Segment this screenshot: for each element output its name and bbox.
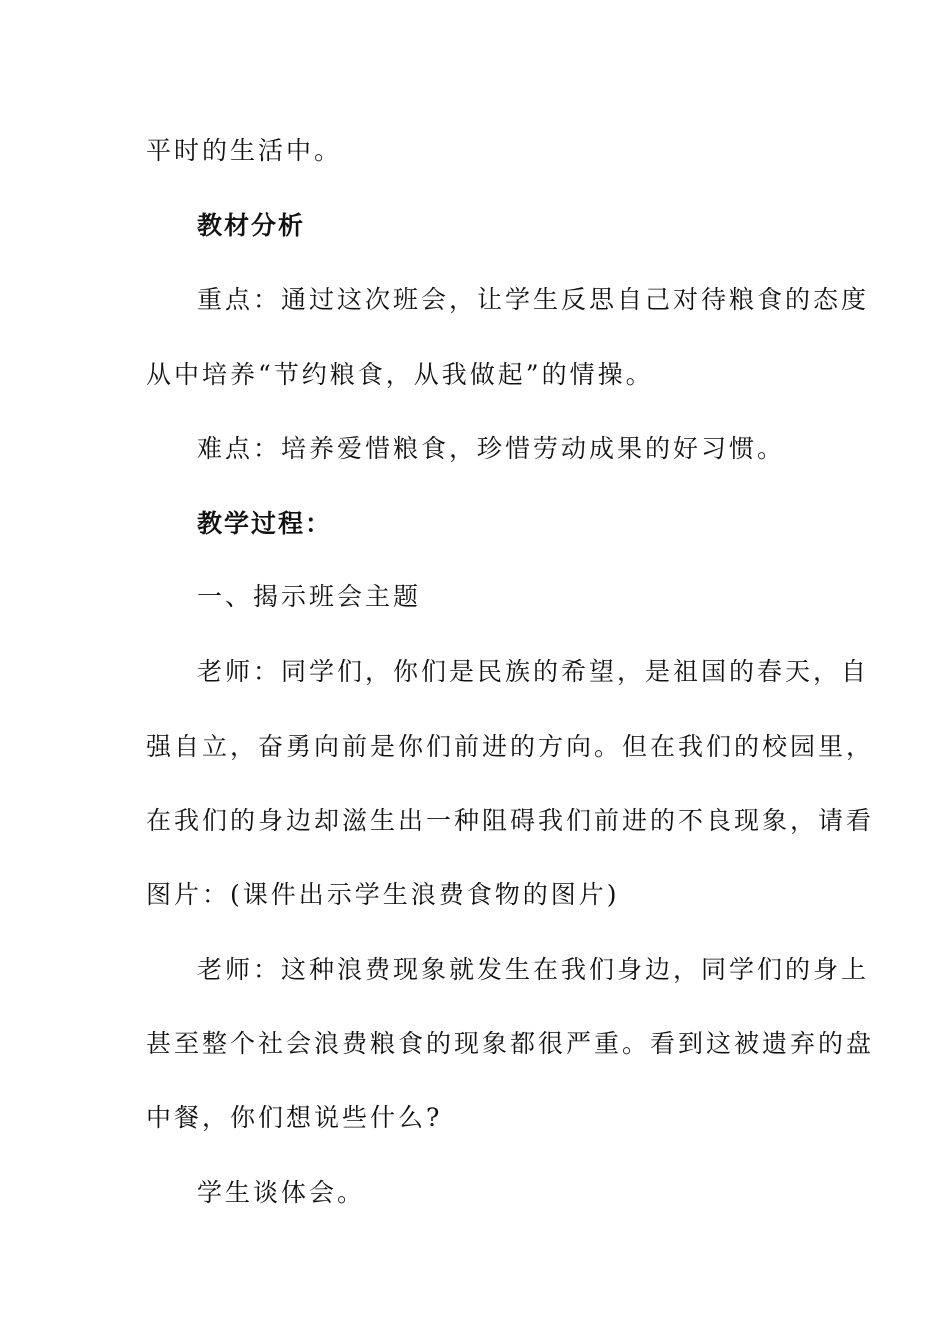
teacher-speech-2-line-2: 甚至整个社会浪费粮食的现象都很严重。看到这被遗弃的盘 <box>146 1029 875 1058</box>
difficult-point-line: 难点：培养爱惜粮食，珍惜劳动成果的好习惯。 <box>197 434 786 463</box>
paragraph-continuation: 平时的生活中。 <box>146 136 343 165</box>
key-point-line-2: 从中培养“节约粮食，从我做起”的情操。 <box>146 360 654 389</box>
key-point-line-1: 重点：通过这次班会，让学生反思自己对待粮食的态度 <box>197 285 870 314</box>
teacher-speech-2-line-3: 中餐，你们想说些什么? <box>146 1103 443 1132</box>
teacher-speech-2-line-1: 老师：这种浪费现象就发生在我们身边，同学们的身上 <box>197 955 870 984</box>
student-response-line: 学生谈体会。 <box>197 1178 366 1207</box>
teacher-speech-1-line-4: 图片：(课件出示学生浪费食物的图片) <box>146 880 620 909</box>
teacher-speech-1-line-3: 在我们的身边却滋生出一种阻碍我们前进的不良现象，请看 <box>146 806 875 835</box>
step-one-heading: 一、揭示班会主题 <box>197 582 422 611</box>
section-heading-teaching-process: 教学过程： <box>197 509 333 538</box>
section-heading-materials-analysis: 教材分析 <box>197 211 306 240</box>
teacher-speech-1-line-2: 强自立，奋勇向前是你们前进的方向。但在我们的校园里， <box>146 732 875 761</box>
teacher-speech-1-line-1: 老师：同学们，你们是民族的希望，是祖国的春天，自 <box>197 657 870 686</box>
